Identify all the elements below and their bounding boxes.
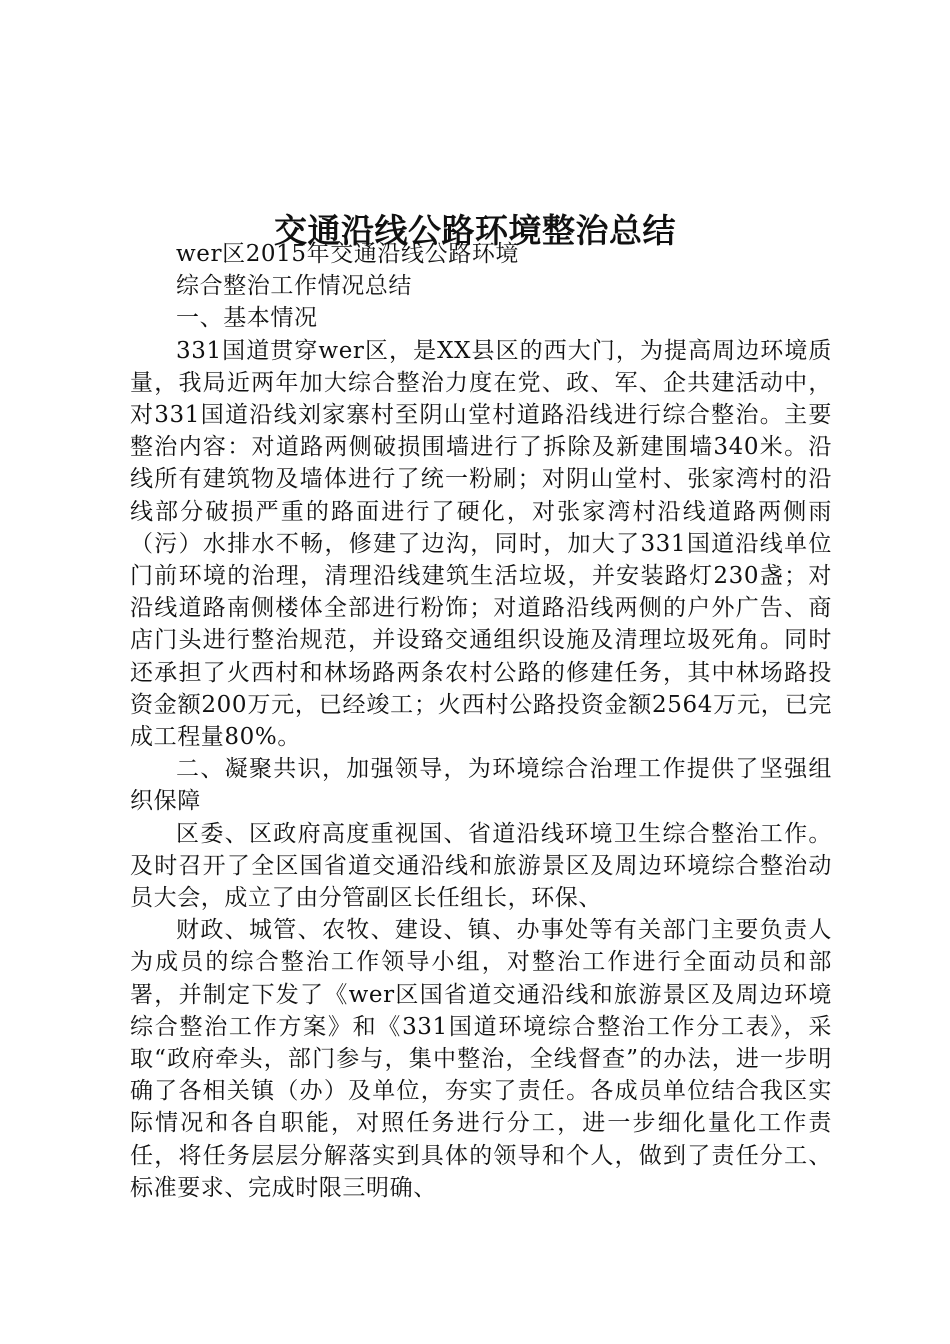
body-paragraph: 331国道贯穿wer区，是XX县区的西大门，为提高周边环境质量，我局近两年加大综合整治力度在党、政、军、企共建活动中，对331国道沿线刘家寨村至阴山堂村道路沿线进行综合整治。主要整治内容：对道路两侧破损围墙进行了拆除及新建围墙340米。沿线所有建筑物及墙体进行了统一粉刷；对阴山堂村、张家湾村的沿线部分破损严重的路面进行了硬化，对张家湾村沿线道路两侧雨（污）水排水不畅，修建了边沟，同时，加大了331国道沿线单位门前环境的治理，清理沿线建筑生活垃圾，并安装路灯230盏；对沿线道路南侧楼体全部进行粉饰；对道路沿线两侧的户外广告、商店门头进行整治规范，并设臵交通组织设施及清理垃圾死角。同时还承担了火西村和林场路两条农村公路的修建任务，其中林场路投资金额200万元，已经竣工；火西村公路投资金额2564万元，已完成工程量80%。 [130, 337, 832, 751]
section-heading: 一、基本情况 [176, 305, 318, 332]
body-paragraph: wer区2015年交通沿线公路环境 [176, 241, 520, 267]
document-body [130, 238, 832, 1204]
document-title: 交通沿线公路环境整治总结 [274, 211, 676, 251]
section-heading: 二、凝聚共识，加强领导，为环境综合治理工作提供了坚强组织保障 [130, 756, 832, 815]
body-paragraph: 财政、城管、农牧、建设、镇、办事处等有关部门主要负责人为成员的综合整治工作领导小组，对整治工作进行全面动员和部署，并制定下发了《wer区国省道交通沿线和旅游景区及周边环境综合整治工作方案》和《331国道环境综合整治工作分工表》，采取“政府牵头，部门参与，集中整治，全线督查”的办法，进一步明确了各相关镇（办）及单位，夯实了责任。各成员单位结合我区实际情况和各自职能，对照任务进行分工，进一步细化量化工作责任，将任务层层分解落实到具体的领导和个人，做到了责任分工、标准要求、完成时限三明确、 [130, 917, 832, 1201]
body-paragraph: 综合整治工作情况总结 [176, 273, 412, 300]
body-paragraph: 区委、区政府高度重视国、省道沿线环境卫生综合整治工作。及时召开了全区国省道交通沿线和旅游景区及周边环境综合整治动员大会，成立了由分管副区长任组长，环保、 [130, 820, 832, 912]
